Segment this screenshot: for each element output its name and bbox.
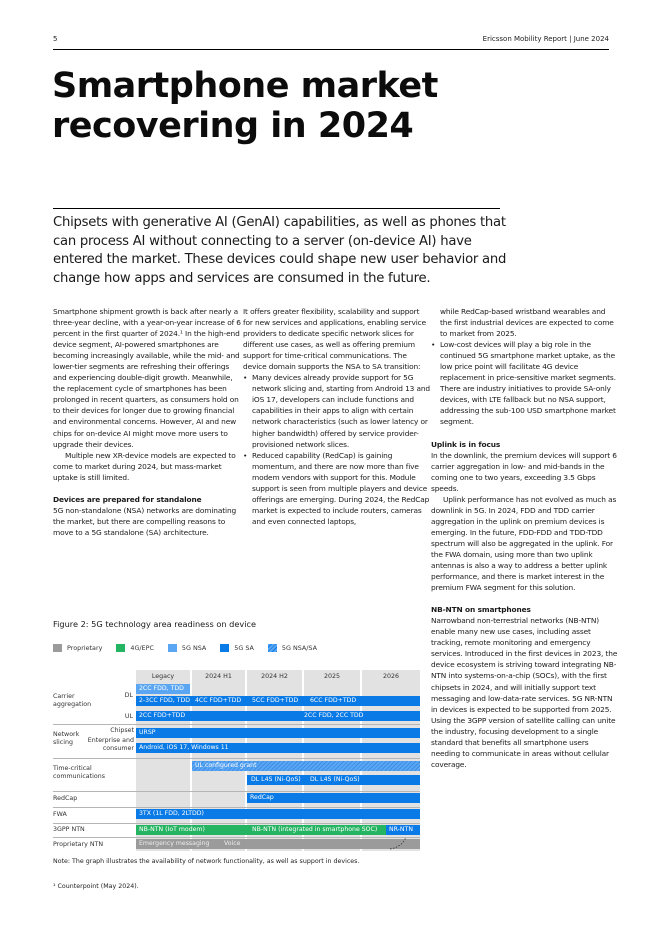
page-title: Smartphone market recovering in 2024 — [52, 66, 438, 146]
column-2 — [243, 306, 431, 527]
column-3 — [431, 306, 619, 770]
row-label-time-critical: Time-critical communications — [53, 765, 105, 780]
footnote: ¹ Counterpoint (May 2024). — [53, 883, 139, 890]
section-heading-nbntn: NB-NTN on smartphones — [431, 605, 531, 615]
transition-list — [243, 372, 431, 527]
legend-item-4g-epc: 4G/EPC — [116, 644, 154, 652]
section-heading-standalone: Devices are prepared for standalone — [53, 494, 202, 504]
figure-title: Figure 2: 5G technology area readiness on device — [53, 619, 257, 629]
uplink-paragraph-2: Uplink performance has not evolved as much as downlink in 5G. In 2024, FDD and TDD carrier aggregation in the uplink on premium devices is emerging. In the future, FDD-FDD and TDD-TDD spectrum will also be aggregated in the uplink. For the FWA domain, using more than two uplink antennas is also a way to address a better uplink performance, and there is market interest in the premium FWA segment for this solution. — [431, 494, 617, 593]
swatch-icon — [116, 644, 125, 652]
bar-label: DL L4S (Ni-QoS) — [310, 776, 360, 783]
uplink-paragraph-1: In the downlink, the premium devices will support 6 carrier aggregation in low- and mid-bands in the coming one to two years, exceeding 3.5 Gbps speeds. — [431, 450, 617, 493]
swatch-icon — [268, 644, 277, 652]
transition-list-cont — [431, 339, 619, 427]
row-label-carrier-aggregation: Carrier aggregation — [53, 693, 92, 708]
row-divider — [53, 823, 420, 824]
bar-label: 6CC FDD+TDD — [310, 697, 357, 704]
legend-item-proprietary: Proprietary — [53, 644, 102, 652]
section-heading-uplink: Uplink is in focus — [431, 439, 501, 449]
row-divider — [53, 791, 420, 792]
bar-label: 5CC FDD+TDD — [252, 697, 299, 704]
list-item: • Reduced capability (RedCap) is gaining momentum, and there are now more than five modem vendors with support for this. Module support is seen from multiple players and device offerings are emerging. During 2024, the RedCap market is expected to include routers, cameras and even connected laptops, — [243, 450, 431, 527]
legend-item-5g-nsa-sa: 5G NSA/SA — [268, 644, 317, 652]
row-sublabel-ul: UL — [124, 713, 133, 720]
column-header: Legacy — [151, 673, 175, 680]
column-1 — [53, 306, 241, 538]
xr-paragraph: Multiple new XR-device models are expected to come to market during 2024, but mass-market uptake is still limited. — [53, 450, 236, 482]
list-item: • Many devices already provide support for 5G network slicing and, starting from Android 13 and iOS 17, developers can include functions and capabilities in their apps to align with certain network characteristics (such as lower latency or higher bandwidth) offered by service provider-provisioned network slices. — [243, 372, 431, 449]
lead-paragraph: Chipsets with generative AI (GenAI) capabilities, as well as phones that can process AI without connecting to a server (on-device AI) have entered the market. These devices could shape new user behavior and change how apps and services are consumed in the future. — [53, 215, 507, 286]
bar-label: 2CC FDD, 2CC TDD — [304, 712, 364, 719]
bar-label: NB-NTN (IoT modem) — [139, 826, 205, 833]
row-label-redcap: RedCap — [53, 795, 78, 802]
row-divider — [53, 837, 420, 838]
row-sublabel-chipset: Chipset — [110, 727, 134, 734]
swatch-icon — [168, 644, 177, 652]
sa-paragraph: It offers greater flexibility, scalability and support for new services and applications, enabling service providers to dedicate specific network slices for different use cases, as well as offering premium support for time-critical communications. The device domain supports the NSA to SA transition: — [243, 307, 427, 372]
readiness-chart — [53, 670, 420, 855]
row-sublabel-enterprise: Enterprise and consumer — [87, 737, 134, 752]
bar-fwa: 3TX (1L FDD, 2LTDD) — [136, 809, 420, 819]
row-label-network-slicing: Network slicing — [53, 731, 80, 746]
swatch-icon — [220, 644, 229, 652]
bar-label: Emergency messaging — [139, 840, 210, 847]
figure-note: Note: The graph illustrates the availability of network functionality, as well as support in devices. — [53, 858, 360, 865]
figure-legend — [53, 644, 317, 652]
row-divider — [53, 807, 420, 808]
bar-enterprise: Android, iOS 17, Windows 11 — [136, 743, 420, 753]
legend-item-5g-nsa: 5G NSA — [168, 644, 206, 652]
bar-label: 2CC FDD+TDD — [139, 712, 186, 719]
list-item: • Low-cost devices will play a big role in the continued 5G smartphone market uptake, as the low price point will facilitate 4G device replacement in price-sensitive market segments. There are industry initiatives to provide SA-only devices, with LTE fallback but no NSA support, addressing the sub-100 USD smartphone market segment. — [431, 339, 619, 427]
row-divider — [53, 758, 420, 759]
row-label-proprietary-ntn: Proprietary NTN — [53, 841, 104, 848]
bar-label: NB-NTN (integrated in smartphone SOC) — [252, 826, 378, 833]
nbntn-paragraph: Narrowband non-terrestrial networks (NB-NTN) enable many new use cases, including asset tracking, remote monitoring and emergency services. Introduced in the first devices in 2023, the device ecosystem is striving toward integrating NB-NTN into systems-on-a-chip (SOCs), with the first chipsets in 2024, and will initially support text messaging and low-data-rate services. 5G NR-NTN in devices is expected to be supported from 2025. Using the 3GPP version of satellite calling can unite the industry, focusing development to a single standard that benefits all smartphone users needing to communicate in areas without cellular coverage. — [431, 616, 618, 769]
row-label-3gpp-ntn: 3GPP NTN — [53, 826, 85, 833]
header-rule — [53, 49, 609, 50]
transition-arrow-icon — [388, 835, 410, 851]
legend-item-5g-sa: 5G SA — [220, 644, 254, 652]
bar-ul-configured-grant: UL configured grant — [192, 761, 420, 771]
column-header: 2026 — [382, 673, 400, 680]
bar-redcap: RedCap — [247, 793, 420, 803]
bar-label: 2-3CC FDD, TDD — [139, 697, 191, 704]
standalone-paragraph: 5G non-standalone (NSA) networks are dominating the market, but there are compelling reasons to move to a 5G standalone (SA) architecture. — [53, 505, 237, 537]
page-number: 5 — [53, 35, 58, 43]
bar-chipset: URSP — [136, 728, 420, 738]
list-item-continued: while RedCap-based wristband wearables and the first industrial devices are expected to come to market from 2025. — [440, 307, 614, 339]
swatch-icon — [53, 644, 62, 652]
lead-rule — [53, 208, 500, 209]
intro-paragraph: Smartphone shipment growth is back after nearly a three-year decline, with a year-on-year increase of 6 percent in the first quarter of 2024.¹ In the high-end device segment, AI-powered smartphones are becoming increasingly available, while the mid- and lower-tier segments are refreshing their offerings and experiencing double-digit growth. Meanwhile, the replacement cycle of smartphones has been prolonged in recent quarters, as consumers hold on to their devices for longer due to growing financial and environmental concerns. However, AI and new chips for on-device AI might move more users to upgrade their devices. — [53, 307, 241, 449]
bar-label: 4CC FDD+TDD — [195, 697, 242, 704]
row-sublabel-dl: DL — [124, 692, 133, 699]
bar-dl-legacy-nsa: 2CC FDD, TDD — [136, 684, 190, 694]
column-header: 2024 H2 — [261, 673, 288, 680]
bar-label: Voice — [224, 840, 241, 847]
row-divider — [53, 724, 420, 725]
row-label-fwa: FWA — [53, 811, 67, 818]
column-header: 2024 H1 — [205, 673, 232, 680]
report-title: Ericsson Mobility Report | June 2024 — [482, 35, 609, 43]
bar-label: DL L4S (Ni-QoS) — [251, 776, 301, 783]
column-header: 2025 — [323, 673, 341, 680]
bar-nr-ntn: NR-NTN — [386, 825, 420, 835]
